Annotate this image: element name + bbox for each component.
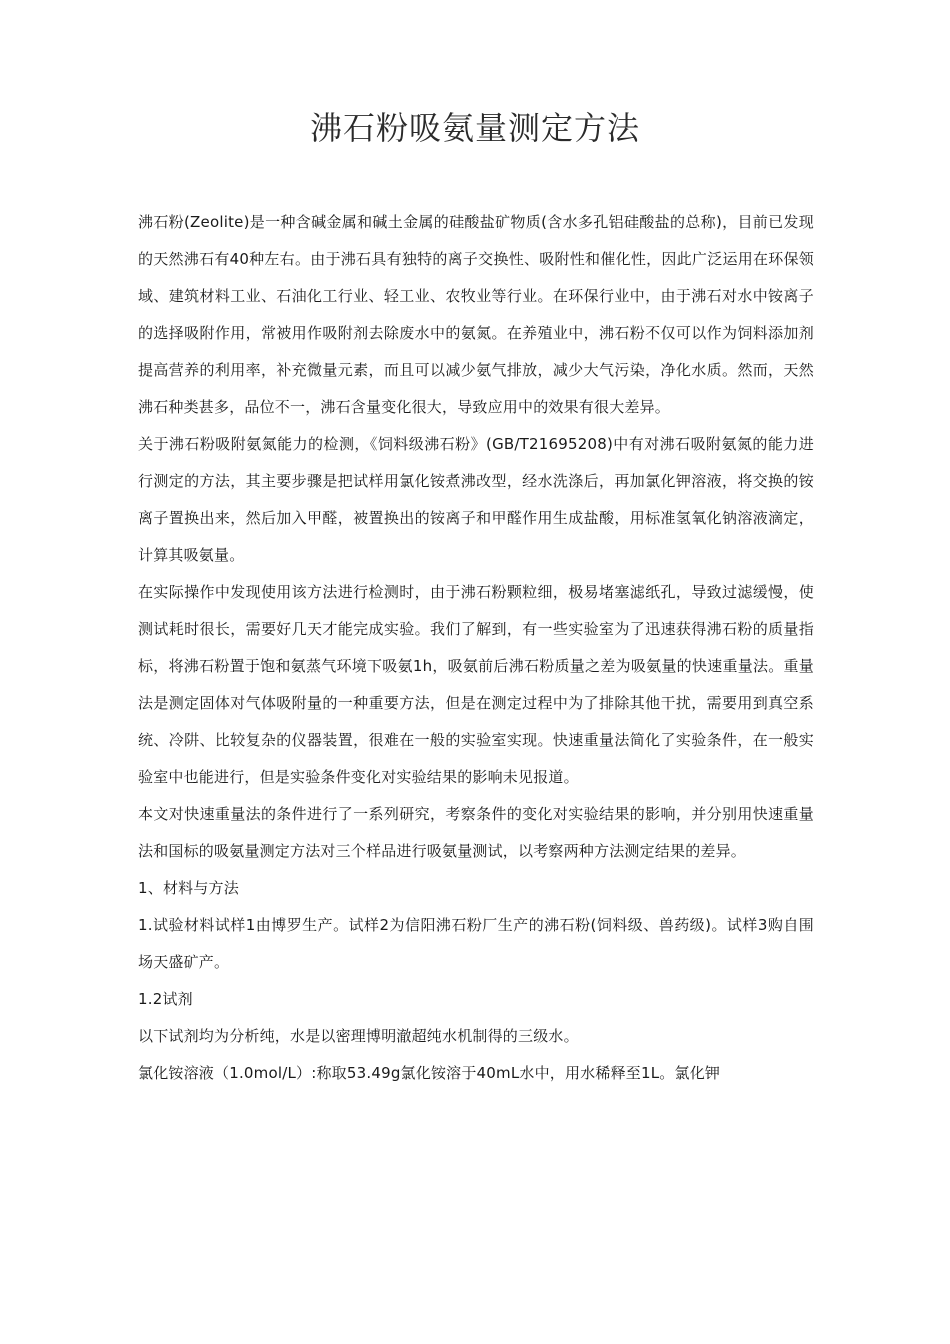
paragraph-practical-issues: 在实际操作中发现使用该方法进行检测时，由于沸石粉颗粒细，极易堵塞滤纸孔，导致过滤缓慢，使测试耗时很长，需要好几天才能完成实验。我们了解到，有一些实验室为了迅速获得沸石粉的质量指标，将沸石粉置于饱和氨蒸气环境下吸氨1h，吸氨前后沸石粉质量之差为吸氨量的快速重量法。重量法是测定固体对气体吸附量的一种重要方法，但是在测定过程中为了排除其他干扰，需要用到真空系统、冷阱、比较复杂的仪器装置，很难在一般的实验室实现。快速重量法简化了实验条件，在一般实验室中也能进行，但是实验条件变化对实验结果的影响未见报道。	[138, 583, 814, 786]
document-title: 沸石粉吸氨量测定方法	[309, 109, 640, 147]
section-heading-materials-methods: 1、材料与方法	[138, 879, 239, 897]
paragraph-intro: 沸石粉(Zeolite)是一种含碱金属和碱土金属的硅酸盐矿物质(含水多孔铝硅酸盐的总称)，目前已发现的天然沸石有40种左右。由于沸石具有独特的离子交换性、吸附性和催化性，因此广泛运用在环保领域、建筑材料工业、石油化工行业、轻工业、农牧业等行业。在环保行业中，由于沸石对水中铵离子的选择吸附作用，常被用作吸附剂去除废水中的氨氮。在养殖业中，沸石粉不仅可以作为饲料添加剂提高营养的利用率，补充微量元素，而且可以减少氨气排放，减少大气污染，净化水质。然而，天然沸石种类甚多，品位不一，沸石含量变化很大，导致应用中的效果有很大差异。	[138, 213, 814, 416]
paragraph-detection-method: 关于沸石粉吸附氨氮能力的检测，《饲料级沸石粉》(GB/T21695208)中有对沸石吸附氨氮的能力进行测定的方法，其主要步骤是把试样用氯化铵煮沸改型，经水洗涤后，再加氯化钾溶液，将交换的铵离子置换出来，然后加入甲醛，被置换出的铵离子和甲醛作用生成盐酸，用标准氢氧化钠溶液滴定，计算其吸氨量。	[138, 435, 814, 564]
paragraph-ammonium-chloride-solution: 氯化铵溶液（1.0mol/L）:称取53.49g氯化铵溶于40mL水中，用水稀释至1L。氯化钾	[138, 1064, 721, 1082]
paragraph-study-purpose: 本文对快速重量法的条件进行了一系列研究，考察条件的变化对实验结果的影响，并分别用快速重量法和国标的吸氨量测定方法对三个样品进行吸氨量测试，以考察两种方法测定结果的差异。	[138, 805, 814, 860]
subsection-heading-reagents: 1.2试剂	[138, 990, 193, 1008]
paragraph-test-materials: 1.试验材料试样1由博罗生产。试样2为信阳沸石粉厂生产的沸石粉(饲料级、兽药级)。试样3购自围场天盛矿产。	[138, 916, 814, 971]
document-body	[138, 204, 814, 1092]
paragraph-reagent-grade: 以下试剂均为分析纯，水是以密理博明澈超纯水机制得的三级水。	[138, 1027, 579, 1045]
